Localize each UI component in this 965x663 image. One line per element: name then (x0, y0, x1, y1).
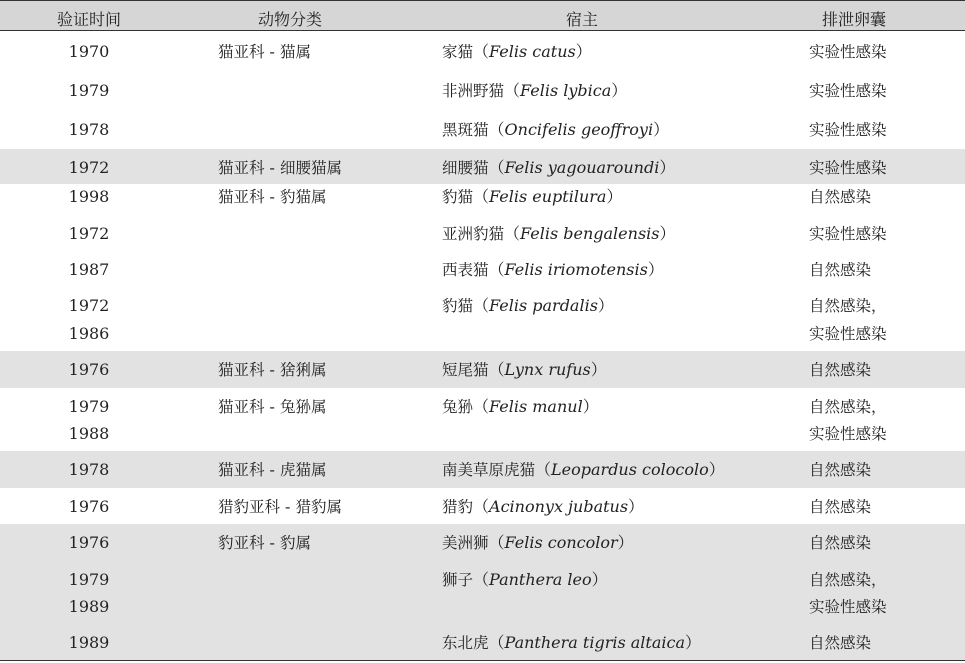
classification-cell: 猫亚科 - 猞猁属 (218, 361, 327, 379)
year-cell: 1978 (68, 120, 110, 139)
oocyst-result-cell: 自然感染， (809, 297, 887, 315)
host-latin-name: Felis bengalensis (520, 224, 660, 243)
classification-cell: 猫亚科 - 猫属 (218, 43, 311, 61)
host-common-name: 短尾猫 (442, 361, 489, 379)
year-cell: 1987 (68, 260, 110, 279)
host-cell: 狮子（Panthera leo） (442, 570, 608, 589)
oocyst-result-cell: 自然感染 (809, 188, 872, 206)
table-bottom-rule (0, 660, 965, 661)
host-latin-name: Felis pardalis (489, 296, 598, 315)
oocyst-result-cell: 实验性感染 (809, 121, 887, 139)
host-cell: 豹猫（Felis pardalis） (442, 296, 614, 315)
host-cell: 南美草原虎猫（Leopardus colocolo） (442, 460, 725, 479)
host-cell: 猎豹（Acinonyx jubatus） (442, 497, 645, 516)
host-common-name: 豹猫 (442, 297, 474, 315)
oocyst-result-cell: 自然感染 (809, 498, 872, 516)
year-cell: 1989 (68, 633, 110, 652)
host-latin-name: Felis yagouaroundi (504, 158, 660, 177)
host-common-name: 猎豹 (442, 498, 474, 516)
header-host: 宿主 (565, 10, 599, 29)
year-cell: 1979 (68, 397, 110, 416)
host-common-name: 南美草原虎猫 (442, 461, 536, 479)
host-latin-name: Leopardus colocolo (551, 460, 709, 479)
host-latin-name: Panthera leo (489, 570, 592, 589)
host-latin-name: Felis catus (489, 42, 576, 61)
oocyst-result-cell: 实验性感染 (809, 82, 887, 100)
host-cell: 豹猫（Felis euptilura） (442, 187, 623, 206)
oocyst-result-cell: 实验性感染 (809, 325, 887, 343)
oocyst-result-cell: 自然感染 (809, 261, 872, 279)
host-cell: 亚洲豹猫（Felis bengalensis） (442, 224, 676, 243)
oocyst-result-cell: 自然感染 (809, 461, 872, 479)
classification-cell: 猫亚科 - 兔狲属 (218, 398, 327, 416)
oocyst-result-cell: 实验性感染 (809, 225, 887, 243)
classification-cell: 豹亚科 - 豹属 (218, 534, 311, 552)
host-cell: 黑斑猫（Oncifelis geoffroyi） (442, 120, 670, 139)
header-classification: 动物分类 (257, 10, 323, 29)
year-cell: 1972 (68, 296, 110, 315)
year-cell: 1972 (68, 158, 110, 177)
host-common-name: 家猫 (442, 43, 474, 61)
host-common-name: 黑斑猫 (442, 121, 489, 139)
host-cell: 细腰猫（Felis yagouaroundi） (442, 158, 676, 177)
year-cell: 1976 (68, 360, 110, 379)
classification-cell: 猫亚科 - 细腰猫属 (218, 159, 342, 177)
year-cell: 1989 (68, 597, 110, 616)
year-cell: 1979 (68, 570, 110, 589)
host-cell: 美洲狮（Felis concolor） (442, 533, 634, 552)
host-cell: 非洲野猫（Felis lybica） (442, 81, 628, 100)
header-oocyst: 排泄卵囊 (821, 10, 887, 29)
host-common-name: 美洲狮 (442, 534, 489, 552)
host-latin-name: Felis euptilura (489, 187, 607, 206)
host-latin-name: Oncifelis geoffroyi (504, 120, 654, 139)
host-common-name: 西表猫 (442, 261, 489, 279)
host-latin-name: Felis manul (489, 397, 583, 416)
host-common-name: 细腰猫 (442, 159, 489, 177)
host-common-name: 东北虎 (442, 634, 489, 652)
host-common-name: 兔狲 (442, 398, 474, 416)
oocyst-result-cell: 自然感染， (809, 398, 887, 416)
oocyst-result-cell: 实验性感染 (809, 598, 887, 616)
host-cell: 西表猫（Felis iriomotensis） (442, 260, 664, 279)
oocyst-result-cell: 实验性感染 (809, 43, 887, 61)
classification-cell: 猫亚科 - 豹猫属 (218, 188, 327, 206)
oocyst-result-cell: 实验性感染 (809, 159, 887, 177)
year-cell: 1978 (68, 460, 110, 479)
host-latin-name: Acinonyx jubatus (489, 497, 629, 516)
oocyst-result-cell: 自然感染， (809, 571, 887, 589)
host-latin-name: Felis lybica (520, 81, 612, 100)
year-cell: 1976 (68, 533, 110, 552)
year-cell: 1979 (68, 81, 110, 100)
host-common-name: 豹猫 (442, 188, 474, 206)
host-latin-name: Felis iriomotensis (504, 260, 648, 279)
table-header (0, 0, 965, 31)
year-cell: 1986 (68, 324, 110, 343)
host-latin-name: Lynx rufus (504, 360, 591, 379)
year-cell: 1976 (68, 497, 110, 516)
host-common-name: 非洲野猫 (442, 82, 505, 100)
oocyst-result-cell: 自然感染 (809, 534, 872, 552)
host-cell: 短尾猫（Lynx rufus） (442, 360, 607, 379)
year-cell: 1970 (68, 42, 110, 61)
oocyst-result-cell: 自然感染 (809, 634, 872, 652)
classification-cell: 猎豹亚科 - 猎豹属 (218, 498, 342, 516)
header-year: 验证时间 (56, 10, 122, 29)
host-cell: 家猫（Felis catus） (442, 42, 592, 61)
host-cell: 兔狲（Felis manul） (442, 397, 599, 416)
host-latin-name: Felis concolor (504, 533, 618, 552)
year-cell: 1972 (68, 224, 110, 243)
oocyst-result-cell: 自然感染 (809, 361, 872, 379)
host-common-name: 亚洲豹猫 (442, 225, 505, 243)
host-cell: 东北虎（Panthera tigris altaica） (442, 633, 702, 652)
classification-cell: 猫亚科 - 虎猫属 (218, 461, 327, 479)
host-common-name: 狮子 (442, 571, 474, 589)
year-cell: 1998 (68, 187, 110, 206)
oocyst-result-cell: 实验性感染 (809, 425, 887, 443)
year-cell: 1988 (68, 424, 110, 443)
host-latin-name: Panthera tigris altaica (504, 633, 685, 652)
